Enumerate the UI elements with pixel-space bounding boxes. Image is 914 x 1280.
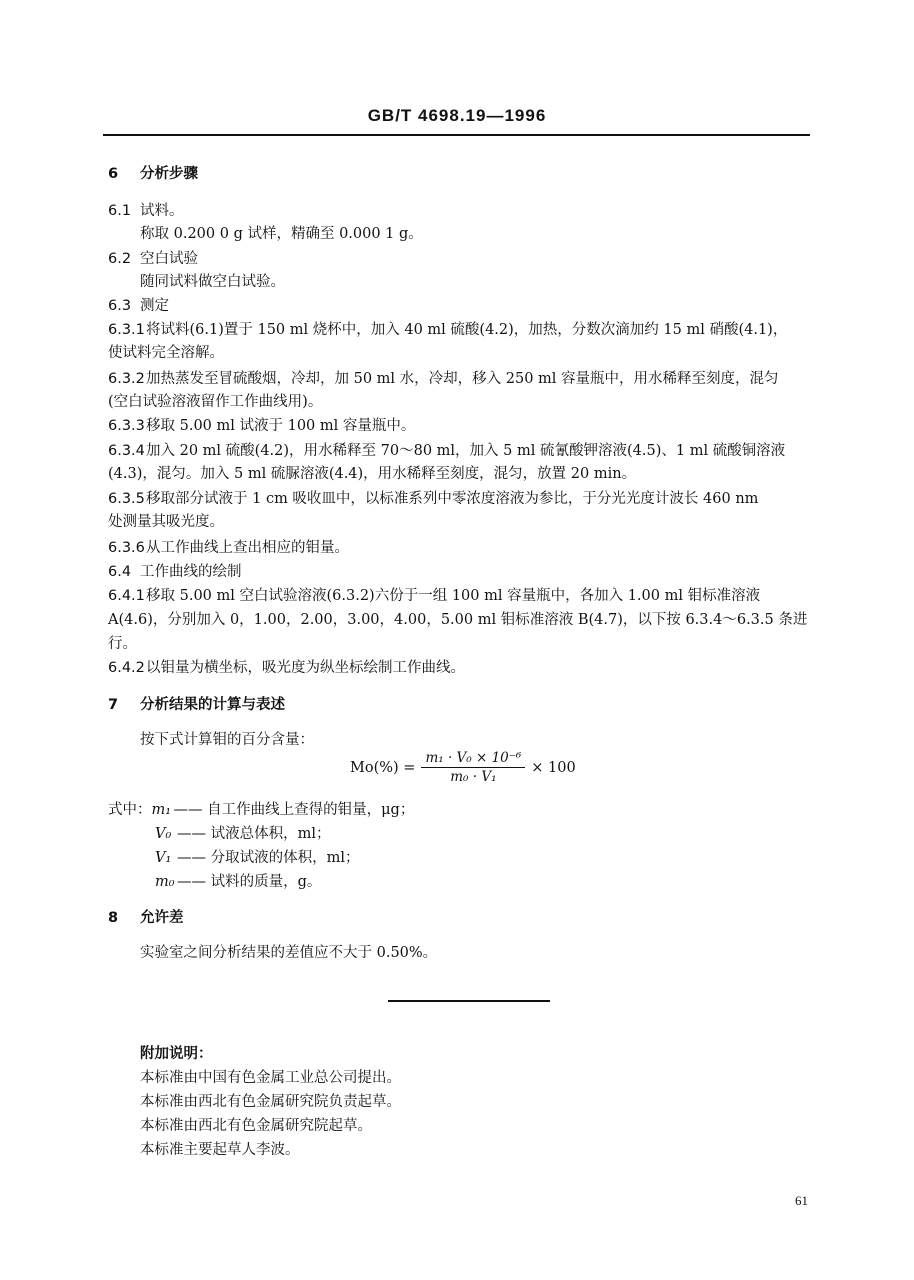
header-rule [103,134,810,136]
where-item-3: V₁ —— 分取试液的体积，ml； [155,850,360,866]
section-6-3-4-line2: (4.3)，混匀。加入 5 ml 硫脲溶液(4.4)，用水稀释至刻度，混匀，放置 20 min。 [108,466,637,482]
section-6-3-4-line1: 6.3.4加入 20 ml 硫酸(4.2)，用水稀释至 70～80 ml，加入 5 ml 硫氰酸钾溶液(4.5)、1 ml 硫酸铜溶液 [108,443,786,459]
where-item-4: m₀ —— 试料的质量，g。 [155,874,322,890]
formula-fraction [421,750,525,785]
section-8-heading: 8 允许差 [108,910,184,926]
section-6-1-body: 称取 0.200 0 g 试样，精确至 0.000 1 g。 [140,226,423,242]
end-rule [388,1000,550,1002]
section-6-heading: 6 分析步骤 [108,166,198,182]
section-6-4-1-line1: 6.4.1移取 5.00 ml 空白试验溶液(6.3.2)六份于一组 100 ml 容量瓶中，各加入 1.00 ml 钼标准溶液 [108,588,761,604]
notes-line-4: 本标准主要起草人李波。 [140,1142,300,1158]
section-6-4-2-line1: 6.4.2以钼量为横坐标，吸光度为纵坐标绘制工作曲线。 [108,660,465,676]
notes-title: 附加说明： [140,1046,213,1062]
where-item-2: V₀ —— 试液总体积，ml； [155,826,331,842]
section-6-2-body: 随同试料做空白试验。 [140,274,285,290]
section-6-4-heading: 6.4 工作曲线的绘制 [108,564,242,580]
section-6-3-1-line2: 使试料完全溶解。 [108,345,224,361]
page-number: 61 [795,1193,808,1208]
notes-line-3: 本标准由西北有色金属研究院起草。 [140,1118,372,1134]
where-item-1: 式中：m₁ —— 自工作曲线上查得的钼量，μg； [108,802,415,818]
section-6-3-heading: 6.3 测定 [108,298,169,314]
section-7-intro: 按下式计算钼的百分含量： [140,732,314,748]
section-7-heading: 7 分析结果的计算与表述 [108,697,285,713]
section-6-3-6-line1: 6.3.6从工作曲线上查出相应的钼量。 [108,540,349,556]
section-6-3-1-line1: 6.3.1将试料(6.1)置于 150 ml 烧杯中，加入 40 ml 硫酸(4.2)，加热，分数次滴加约 15 ml 硝酸(4.1)， [108,322,788,338]
section-6-3-2-line2: (空白试验溶液留作工作曲线用)。 [108,394,323,410]
section-6-3-2-line1: 6.3.2加热蒸发至冒硫酸烟，冷却，加 50 ml 水，冷却，移入 250 ml 容量瓶中，用水稀释至刻度，混匀 [108,371,779,387]
formula-numerator: m₁ · V₀ × 10⁻⁶ [421,750,525,768]
formula-lhs: Mo(%) = [350,759,416,776]
section-6-4-1-line3: 行。 [108,636,137,652]
formula-denominator: m₀ · V₁ [450,769,497,785]
section-6-1-heading: 6.1 试料。 [108,203,184,219]
molybdenum-formula [350,750,576,785]
section-8-body: 实验室之间分析结果的差值应不大于 0.50%。 [140,945,438,961]
notes-line-2: 本标准由西北有色金属研究院负责起草。 [140,1094,401,1110]
section-6-2-heading: 6.2 空白试验 [108,251,198,267]
standard-number-header: GB/T 4698.19—1996 [367,106,547,125]
notes-line-1: 本标准由中国有色金属工业总公司提出。 [140,1070,401,1086]
section-6-3-5-line2: 处测量其吸光度。 [108,514,224,530]
formula-rhs: × 100 [531,759,576,776]
section-6-4-1-line2: A(4.6)，分别加入 0，1.00，2.00，3.00，4.00，5.00 ml 钼标准溶液 B(4.7)，以下按 6.3.4～6.3.5 条进 [108,612,808,628]
section-6-3-3-line1: 6.3.3移取 5.00 ml 试液于 100 ml 容量瓶中。 [108,418,416,434]
section-6-3-5-line1: 6.3.5移取部分试液于 1 cm 吸收皿中，以标准系列中零浓度溶液为参比，于分光光度计波长 460 nm [108,491,759,507]
